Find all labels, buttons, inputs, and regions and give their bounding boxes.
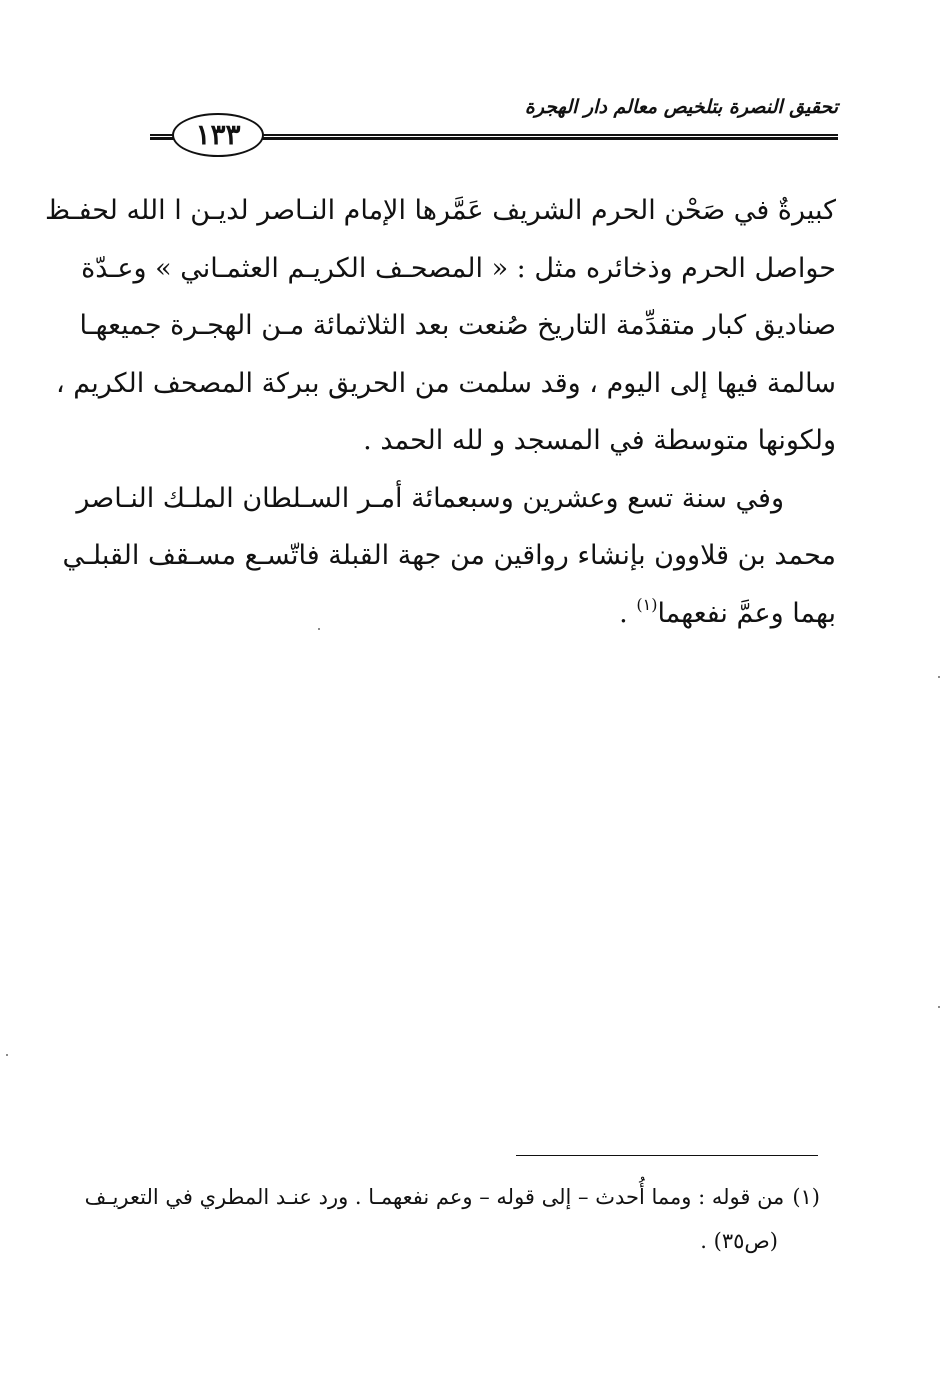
footnote-separator [516, 1155, 818, 1156]
body-line-8-end: . [619, 597, 637, 629]
footnotes [84, 1175, 820, 1263]
header-rule [262, 134, 838, 140]
body-line-5: ولكونها متوسطة في المسجد و لله الحمد . [363, 425, 836, 456]
body-text [45, 182, 836, 642]
footnote-1-text: من قوله : ومما أُحدث – إلى قوله – وعم نفعهمـا . ورد عنـد المطري في التعريـف [84, 1185, 785, 1209]
footnote-1-line-1 [84, 1175, 820, 1219]
footnote-1-marker: (١) [792, 1185, 820, 1209]
body-line-8-text: بهما وعمَّ نفعهما [657, 597, 836, 629]
scan-speck [6, 1054, 8, 1056]
page-number: ١٣٣ [195, 118, 241, 151]
body-line-8 [150, 585, 836, 643]
running-title: تحقيق النصرة بتلخيص معالم دار الهجرة [524, 96, 838, 118]
body-line-4: سالمة فيها إلى اليوم ، وقد سلمت من الحريق ببركة المصحف الكريم ، [55, 367, 836, 399]
footnote-1-line-2: (ص٣٥) . [700, 1229, 778, 1253]
scan-speck [938, 1006, 940, 1008]
page-number-oval [172, 113, 264, 157]
header-rule-left [150, 134, 174, 140]
scan-speck [938, 676, 940, 678]
scan-speck [318, 628, 320, 630]
body-line-3: صناديق كبار متقدِّمة التاريخ صُنعت بعد الثلاثمائة مـن الهجـرة جميعهـا [79, 310, 836, 341]
body-line-1: كبيرةٌ في صَحْن الحرم الشريف عَمَّرها الإمام النـاصر لديـن ا الله لحفـظ [45, 195, 836, 226]
body-line-7: محمد بن قلاوون بإنشاء رواقين من جهة القبلة فاتّسـع مسـقف القبلـي [62, 540, 836, 571]
body-line-6: وفي سنة تسع وعشرين وسبعمائة أمـر السـلطان الملـك النـاصر [76, 482, 784, 514]
footnote-reference[interactable]: (١) [636, 594, 658, 614]
body-line-2: حواصل الحرم وذخائره مثل : « المصحـف الكريـم العثمـاني » وعـدّة [81, 252, 836, 284]
